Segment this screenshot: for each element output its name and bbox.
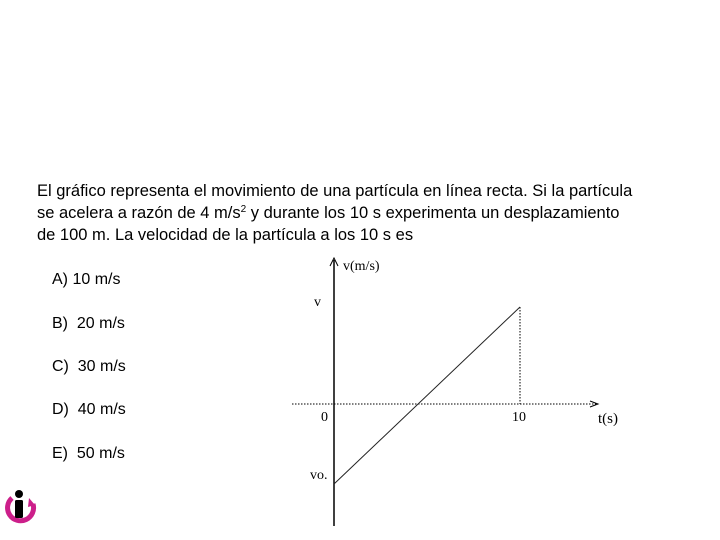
option-e[interactable]: E) 50 m/s bbox=[52, 445, 125, 462]
velocity-line bbox=[334, 307, 520, 484]
option-a[interactable]: A) 10 m/s bbox=[52, 271, 121, 288]
question-line-2b: y durante los 10 s experimenta un desplazamiento bbox=[246, 204, 620, 222]
x-axis-label: t(s) bbox=[598, 411, 618, 427]
exponent: 2 bbox=[240, 204, 247, 215]
v-marker-label: v bbox=[314, 295, 321, 310]
info-logo-icon bbox=[2, 488, 38, 524]
question-line-3: de 100 m. La velocidad de la partícula a los 10 s es bbox=[37, 226, 414, 244]
y-axis-label: v(m/s) bbox=[343, 259, 380, 274]
question-line-1: El gráfico representa el movimiento de una partícula en línea recta. Si la partícula bbox=[37, 182, 633, 200]
option-d[interactable]: D) 40 m/s bbox=[52, 401, 126, 418]
option-b[interactable]: B) 20 m/s bbox=[52, 315, 125, 332]
origin-label: 0 bbox=[321, 410, 328, 425]
t10-label: 10 bbox=[512, 410, 526, 425]
t-axis-arrow-icon bbox=[590, 401, 598, 407]
question-line-2a: se acelera a razón de 4 m/s bbox=[37, 204, 241, 222]
v0-marker-label: vo. bbox=[310, 468, 328, 483]
option-c[interactable]: C) 30 m/s bbox=[52, 358, 126, 375]
